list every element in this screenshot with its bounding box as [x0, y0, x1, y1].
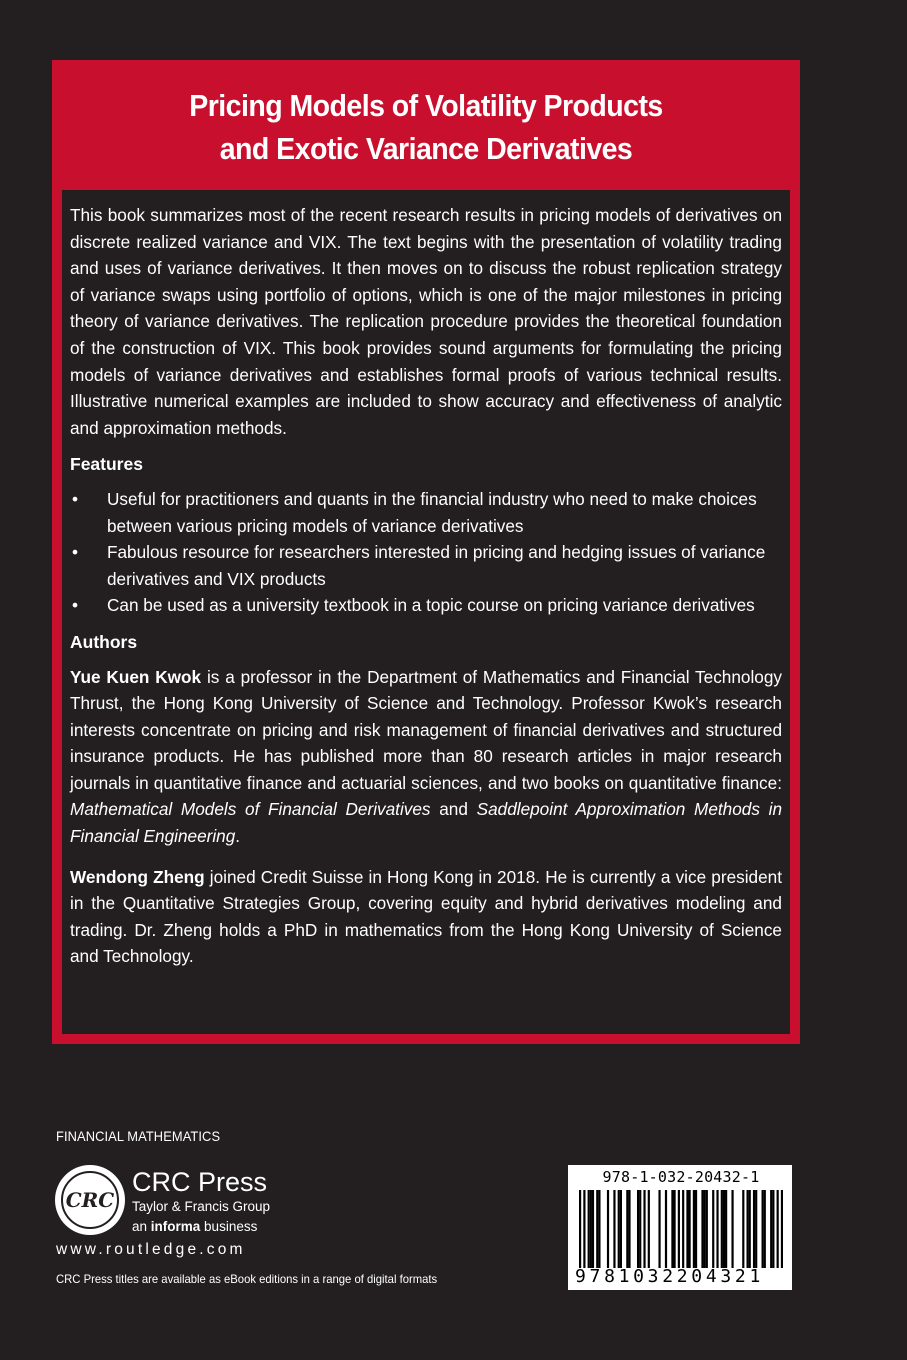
barcode-bar	[648, 1190, 650, 1268]
feature-item	[70, 539, 782, 592]
bullet: •	[72, 595, 79, 616]
feature-item	[70, 592, 782, 619]
barcode-bar	[607, 1190, 609, 1268]
barcode-bar	[665, 1190, 667, 1268]
book-title	[82, 84, 770, 170]
barcode-bar	[588, 1190, 590, 1268]
book-title-ref: Mathematical Models of Financial Derivatives	[70, 799, 431, 820]
barcode-bar	[592, 1190, 594, 1268]
barcode-bar	[746, 1190, 748, 1268]
barcode-bar	[678, 1190, 680, 1268]
barcode-bar	[772, 1190, 774, 1268]
authors-heading: Authors	[70, 631, 138, 652]
isbn-digits: 9781032204321	[575, 1266, 764, 1287]
barcode-bar	[749, 1190, 751, 1268]
author-bio-text: joined Credit Suisse in Hong Kong in 2018. He is currently a vice president in the Quantitative Strategies Group, covering equity and hybrid derivatives modeling and trading. Dr. Zheng holds a PhD in mathematics from the Hong Kong University of Science and Technology.	[70, 866, 782, 967]
barcode-bar	[704, 1190, 706, 1268]
barcode-bar	[716, 1190, 718, 1268]
book-title-ref: Saddlepoint Approximation Methods in Financial Engineering	[70, 799, 783, 847]
connector-text: and	[430, 799, 477, 820]
barcode-bar	[579, 1190, 581, 1268]
barcode-bar	[637, 1190, 639, 1268]
period-text: .	[235, 826, 241, 847]
feature-text: Can be used as a university textbook in a topic course on pricing variance derivatives	[107, 595, 755, 616]
book-title-line2: and Exotic Variance Derivatives	[219, 131, 633, 166]
barcode-bar	[712, 1190, 714, 1268]
barcode-bar	[777, 1190, 779, 1268]
barcode-bar	[583, 1190, 585, 1268]
barcode-bar	[620, 1190, 622, 1268]
barcode-bar	[626, 1190, 628, 1268]
crc-logo	[55, 1165, 125, 1235]
barcode-bar	[721, 1190, 723, 1268]
barcode-bar	[764, 1190, 766, 1268]
barcode-bar	[628, 1190, 630, 1268]
barcode-bar	[781, 1190, 783, 1268]
series-label: FINANCIAL MATHEMATICS	[56, 1128, 221, 1144]
ebook-note: CRC Press titles are available as eBook editions in a range of digital formats	[56, 1272, 438, 1286]
barcode-bar	[755, 1190, 757, 1268]
barcode-bar	[689, 1190, 691, 1268]
isbn-hyphenated: 978-1-032-20432-1	[602, 1168, 760, 1186]
author-name-kwok: Yue Kuen Kwok	[70, 666, 202, 687]
crc-logo-text: CRC	[61, 1171, 119, 1229]
barcode-bar	[770, 1190, 772, 1268]
barcode-bar	[693, 1190, 695, 1268]
tagline-informa: informa	[150, 1219, 201, 1234]
publisher-tagline	[132, 1219, 257, 1234]
publisher-url: www.routledge.com	[56, 1241, 246, 1258]
barcode-bar	[753, 1190, 755, 1268]
feature-text: Fabulous resource for researchers interested in pricing and hedging issues of variance derivatives and VIX products	[107, 542, 766, 589]
isbn-barcode	[568, 1165, 792, 1290]
author-bio-text: is a professor in the Department of Mathematics and Financial Technology Thrust, the Hong Kong University of Science and Technology. Professor Kwok’s research interests concentrate on pricing and risk management of financial derivatives and structured insurance products. He has published more than 80 research articles in major research journals in quantitative finance and actuarial sciences, and two books on quantitative finance:	[70, 666, 783, 793]
barcode-bar	[742, 1190, 744, 1268]
features-list	[70, 486, 782, 619]
feature-item	[70, 486, 782, 539]
author-name-zheng: Wendong Zheng	[70, 866, 205, 887]
author-bio-kwok	[70, 664, 782, 850]
publisher-name: CRC Press	[132, 1167, 268, 1197]
barcode-bar	[701, 1190, 703, 1268]
barcode-bar	[686, 1190, 688, 1268]
book-title-line1: Pricing Models of Volatility Products	[189, 88, 663, 123]
tagline-prefix: an	[132, 1219, 151, 1234]
summary-paragraph: This book summarizes most of the recent research results in pricing models of derivatives on discrete realized variance and VIX. The text begins with the presentation of volatility trading and uses of variance derivatives. It then moves on to discuss the robust replication strategy of variance swaps using portfolio of options, which is one of the major milestones in pricing theory of variance derivatives. The replication procedure provides the theoretical foundation of the construction of VIX. This book provides sound arguments for formulating the pricing models of variance derivatives and establishes formal proofs of various technical results. Illustrative numerical examples are included to show accuracy and effectiveness of analytic and approximation methods.	[70, 205, 782, 438]
barcode-bar	[731, 1190, 733, 1268]
barcode-bar	[725, 1190, 727, 1268]
bullet: •	[72, 488, 79, 509]
barcode-bar	[658, 1190, 660, 1268]
barcode-bar	[682, 1190, 684, 1268]
barcode-bar	[618, 1190, 620, 1268]
barcode-bar	[598, 1190, 600, 1268]
tagline-suffix: business	[200, 1219, 258, 1234]
cover-frame	[52, 60, 800, 1044]
features-heading: Features	[70, 454, 143, 475]
barcode-bar	[762, 1190, 764, 1268]
barcode-bar	[643, 1190, 645, 1268]
bullet: •	[72, 542, 79, 563]
publisher-group: Taylor & Francis Group	[132, 1199, 271, 1214]
barcode-bar	[695, 1190, 697, 1268]
feature-text: Useful for practitioners and quants in the financial industry who need to make choices between various pricing models of variance derivatives	[107, 488, 757, 536]
barcode-bar	[639, 1190, 641, 1268]
barcode-bar	[706, 1190, 708, 1268]
description-panel	[62, 190, 790, 1034]
barcode-bar	[613, 1190, 615, 1268]
barcode-bars	[579, 1190, 783, 1268]
barcode-bar	[673, 1190, 675, 1268]
author-bio-zheng	[70, 864, 782, 970]
barcode-bar	[723, 1190, 725, 1268]
barcode-bar	[590, 1190, 592, 1268]
barcode-bar	[671, 1190, 673, 1268]
barcode-bar	[596, 1190, 598, 1268]
